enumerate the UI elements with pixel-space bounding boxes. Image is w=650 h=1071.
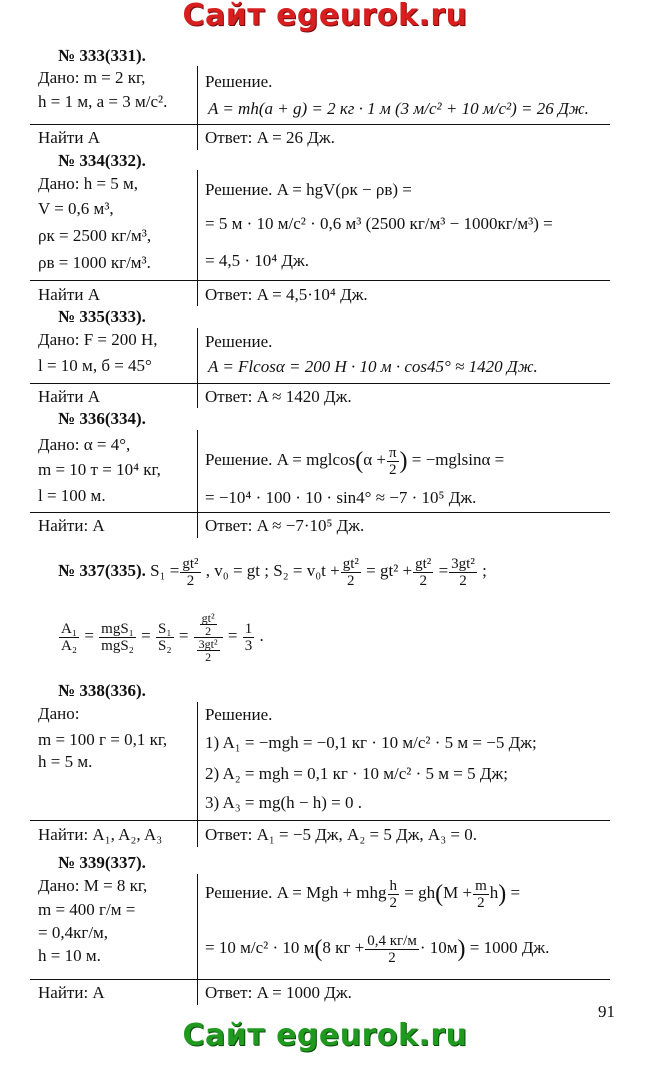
problem-336-solution-2: = −10⁴ · 100 · 10 · sin4° ≈ −7 · 10⁵ Дж. — [205, 488, 477, 507]
problem-334-solution-3: = 4,5 · 10⁴ Дж. — [205, 251, 310, 270]
problem-338-find: Найти: A₁, A₂, A₃ — [38, 825, 163, 844]
problem-338-title: № 338(336). — [58, 681, 146, 700]
problem-336-given-1: Дано: α = 4°, — [38, 435, 131, 454]
column-rule-336 — [197, 430, 198, 538]
column-rule-333 — [197, 66, 198, 150]
column-rule-334 — [197, 170, 198, 306]
problem-339-given-3: = 0,4кг/м, — [38, 923, 109, 942]
problem-335-answer: Ответ: A ≈ 1420 Дж. — [205, 387, 352, 406]
problem-334-answer: Ответ: A = 4,5·10⁴ Дж. — [205, 285, 368, 304]
problem-333-find: Найти A — [38, 128, 100, 147]
problem-335-solution-label: Решение. — [205, 332, 273, 351]
divider-335 — [30, 383, 610, 384]
problem-337-line-1: № 337(335). S₁ = $\frac{\text{gt²}}{2}$ , v₀ = gt ; S₂ = v₀t + $\frac{\text{gt²}}{2}$ = gt² + $\frac{\text{gt²}}{2}$ = $\frac{\text{3gt²}}{2}$ ; — [58, 555, 487, 589]
column-rule-335 — [197, 328, 198, 408]
pi-over-two: $\frac{\pi}{2}$ — [388, 444, 397, 478]
problem-333-formula: A = mh(a + g) = 2 кг · 1 м (3 м/с² + 10 м/с²) = 26 Дж. — [208, 99, 589, 118]
problem-335-given-2: l = 10 м, б = 45° — [38, 356, 152, 375]
problem-339-find: Найти: A — [38, 983, 105, 1002]
problem-336-solution-1b: α + — [363, 450, 386, 469]
problem-339-answer: Ответ: A = 1000 Дж. — [205, 983, 352, 1002]
column-rule-339 — [197, 874, 198, 1005]
problem-333-solution-label: Решение. — [205, 72, 273, 91]
problem-338-step-1: 1) A₁ = −mgh = −0,1 кг · 10 м/с² · 5 м = −5 Дж; — [205, 733, 537, 752]
problem-336-solution-1: Решение. A = mglcos(α + $\frac{\pi}{2}$ ) = −mglsinα = — [205, 444, 505, 478]
problem-339-given-4: h = 10 м. — [38, 946, 101, 965]
divider-338 — [30, 820, 610, 821]
problem-335-given-1: Дано: F = 200 Н, — [38, 330, 158, 349]
divider-333 — [30, 124, 610, 125]
problem-338-answer: Ответ: A₁ = −5 Дж, A₂ = 5 Дж, A₃ = 0. — [205, 825, 477, 844]
problem-333-given-2: h = 1 м, a = 3 м/с². — [38, 92, 168, 111]
problem-333-title: № 333(331). — [58, 46, 146, 65]
problem-337-title: № 337(335). — [58, 561, 146, 580]
problem-337-line-2: $\frac{\text{A₁}}{\text{A₂}}$ = $\frac{\text{mgS₁}}{\text{mgS₂}}$ = $\frac{\text{S₁}}{\text{S₂}}$ = $\frac{\frac{\text{gt²}}{2}}{\frac{\text{3gt²}}{2}}$ = $\frac{1}{3}$ . — [61, 610, 264, 664]
divider-339 — [30, 979, 610, 980]
problem-336-title: № 336(334). — [58, 409, 146, 428]
problem-339-given-1: Дано: M = 8 кг, — [38, 876, 148, 895]
problem-334-solution-1: Решение. A = hgV(ρк − ρв) = — [205, 180, 412, 199]
problem-336-answer: Ответ: A ≈ −7·10⁵ Дж. — [205, 516, 365, 535]
problem-336-solution-1c: = −mglsinα = — [411, 450, 505, 469]
problem-335-find: Найти A — [38, 387, 100, 406]
problem-338-solution-label: Решение. — [205, 705, 273, 724]
problem-334-given-2: V = 0,6 м³, — [38, 199, 114, 218]
problem-334-solution-2: = 5 м · 10 м/с² · 0,6 м³ (2500 кг/м³ − 1000кг/м³) = — [205, 214, 553, 233]
problem-339-title: № 339(337). — [58, 853, 146, 872]
problem-336-given-3: l = 100 м. — [38, 486, 106, 505]
column-rule-338 — [197, 702, 198, 847]
problem-338-step-2: 2) A₂ = mgh = 0,1 кг · 10 м/с² · 5 м = 5 Дж; — [205, 764, 508, 783]
problem-339-given-2: m = 400 г/м = — [38, 900, 136, 919]
problem-339-solution-1: Решение. A = Mgh + mhg $\frac{h}{2}$ = gh(M + $\frac{m}{2}$ h) = — [205, 877, 521, 911]
divider-336 — [30, 512, 610, 513]
problem-334-title: № 334(332). — [58, 151, 146, 170]
problem-334-find: Найти A — [38, 285, 100, 304]
problem-336-given-2: m = 10 т = 10⁴ кг, — [38, 460, 161, 479]
problem-338-given-2: h = 5 м. — [38, 752, 93, 771]
problem-334-given-4: ρв = 1000 кг/м³. — [38, 253, 151, 272]
site-banner-bottom: Сайт egeurok.ru — [182, 1018, 468, 1053]
problem-335-title: № 335(333). — [58, 307, 146, 326]
problem-338-given-label: Дано: — [38, 704, 80, 723]
problem-336-solution-1a: Решение. A = mglcos — [205, 450, 356, 469]
problem-339-solution-2: = 10 м/с² · 10 м(8 кг + $\frac{0,4 кг/м}{2}$ · 10м) = 1000 Дж. — [205, 932, 550, 966]
page-number: 91 — [598, 1002, 615, 1021]
site-banner-top: Сайт egeurok.ru — [182, 0, 468, 33]
divider-334 — [30, 280, 610, 281]
problem-338-step-3: 3) A₃ = mg(h − h) = 0 . — [205, 793, 362, 812]
problem-333-answer: Ответ: A = 26 Дж. — [205, 128, 335, 147]
problem-335-formula: A = Flcosα = 200 Н · 10 м · cos45° ≈ 1420 Дж. — [208, 357, 538, 376]
problem-338-given-1: m = 100 г = 0,1 кг, — [38, 730, 168, 749]
problem-334-given-3: ρк = 2500 кг/м³, — [38, 226, 152, 245]
problem-333-given-1: Дано: m = 2 кг, — [38, 68, 146, 87]
problem-334-given-1: Дано: h = 5 м, — [38, 174, 139, 193]
problem-336-find: Найти: A — [38, 516, 105, 535]
